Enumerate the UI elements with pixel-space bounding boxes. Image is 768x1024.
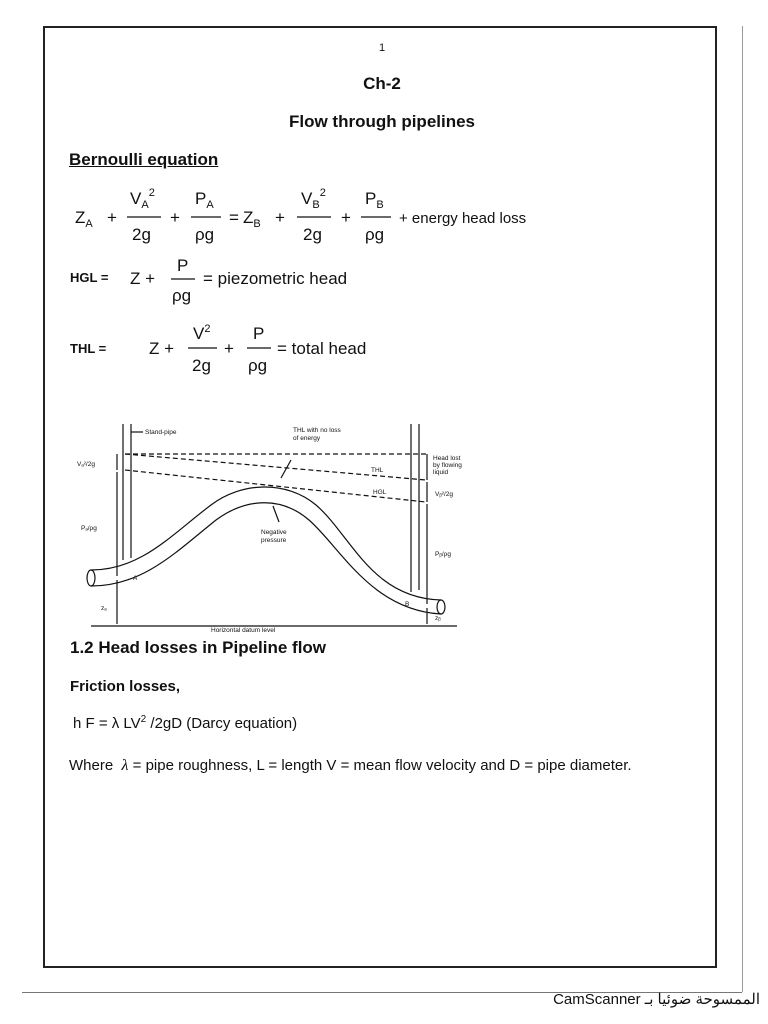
thl-rhs: = total head	[277, 339, 367, 358]
scanner-watermark: الممسوحة ضوئيا بـ CamScanner	[553, 991, 760, 1008]
hgl-rhs: = piezometric head	[203, 269, 348, 288]
eq-energy-loss: + energy head loss	[399, 210, 527, 227]
label-pb-pg: Pᵦ/ρg	[435, 551, 451, 558]
pipe-inlet	[87, 570, 95, 586]
eq-equals: =	[229, 208, 239, 227]
hgl-label: HGL =	[70, 270, 109, 285]
label-point-a: A	[133, 575, 138, 582]
bernoulli-equation	[67, 184, 547, 248]
darcy-sup: 2	[140, 714, 147, 725]
label-head-lost-3: liquid	[433, 469, 449, 476]
darcy-equation	[73, 714, 297, 732]
hgl-equation	[67, 254, 397, 310]
label-negative-1: Negative	[261, 529, 287, 536]
pipe-bottom-wall	[91, 503, 441, 614]
page-title: Flow through pipelines	[288, 112, 476, 131]
label-pa-pg: Pₐ/ρg	[81, 525, 97, 532]
eq-pa-den: ρg	[195, 225, 215, 244]
label-zb: zᵦ	[435, 615, 441, 622]
eq-plus-2: +	[170, 208, 180, 227]
page-edge	[742, 26, 743, 992]
label-thl: THL	[371, 467, 384, 474]
eq-za: $Z_A$	[75, 208, 93, 230]
thl-equation	[67, 320, 407, 378]
friction-heading: Friction losses,	[70, 678, 181, 695]
eq-vb: $V_B^2$	[301, 187, 326, 211]
where-paragraph	[69, 752, 669, 780]
eq-pb: $P_B$	[365, 189, 384, 211]
hgl-num: P	[177, 256, 189, 275]
thl-no-loss-leader	[281, 460, 291, 478]
eq-va: $V_A^2$	[130, 187, 155, 211]
where-definition: = pipe roughness, L = length V = mean flow velocity and D = pipe diameter.	[128, 757, 632, 774]
eq-vb-den: 2g	[303, 225, 322, 244]
label-datum: Horizontal datum level	[211, 627, 276, 634]
label-head-lost-1: Head lost	[433, 455, 461, 462]
document-page	[43, 26, 717, 968]
negative-pressure-leader	[273, 506, 279, 522]
chapter-title: Ch-2	[363, 74, 401, 93]
thl-z: Z +	[149, 339, 175, 358]
eq-plus-3: +	[275, 208, 285, 227]
label-hgl: HGL	[373, 489, 387, 496]
eq-plus-1: +	[107, 208, 117, 227]
label-head-lost-2: by flowing	[433, 462, 462, 469]
thl-p: P	[253, 324, 265, 343]
label-va2-2g: Vₐ²/2g	[77, 461, 95, 468]
hgl-den: ρg	[172, 286, 192, 305]
pipeline-diagram	[71, 420, 471, 634]
thl-label: THL =	[70, 341, 107, 356]
page-number: 1	[378, 42, 386, 54]
thl-plus: +	[224, 339, 234, 358]
thl-v-den: 2g	[192, 356, 211, 375]
label-negative-2: pressure	[261, 537, 287, 544]
label-vb2-2g: Vᵦ²/2g	[435, 491, 454, 498]
darcy-lhs: h F = λ LV	[73, 715, 141, 732]
label-thl-no-loss-1: THL with no loss	[293, 427, 341, 434]
thl-v: $V^2$	[193, 323, 211, 343]
lambda-symbol: λ	[121, 757, 129, 774]
thl-p-den: ρg	[248, 356, 268, 375]
where-word: Where	[69, 757, 114, 774]
eq-pb-den: ρg	[365, 225, 385, 244]
label-thl-no-loss-2: of energy	[293, 435, 321, 442]
eq-plus-4: +	[341, 208, 351, 227]
label-za: zₐ	[101, 605, 107, 612]
eq-zb: $Z_B$	[243, 208, 261, 230]
eq-va-den: 2g	[132, 225, 151, 244]
pipe-outlet	[437, 600, 445, 614]
bernoulli-heading: Bernoulli equation	[69, 150, 219, 169]
darcy-rhs: /2gD (Darcy equation)	[146, 715, 298, 732]
section-heading: 1.2 Head losses in Pipeline flow	[70, 638, 327, 657]
label-standpipe: Stand-pipe	[145, 429, 177, 436]
hgl-z: Z +	[130, 269, 156, 288]
eq-pa: $P_A$	[195, 189, 214, 211]
label-point-b: B	[405, 601, 410, 608]
hgl-line	[125, 470, 426, 502]
